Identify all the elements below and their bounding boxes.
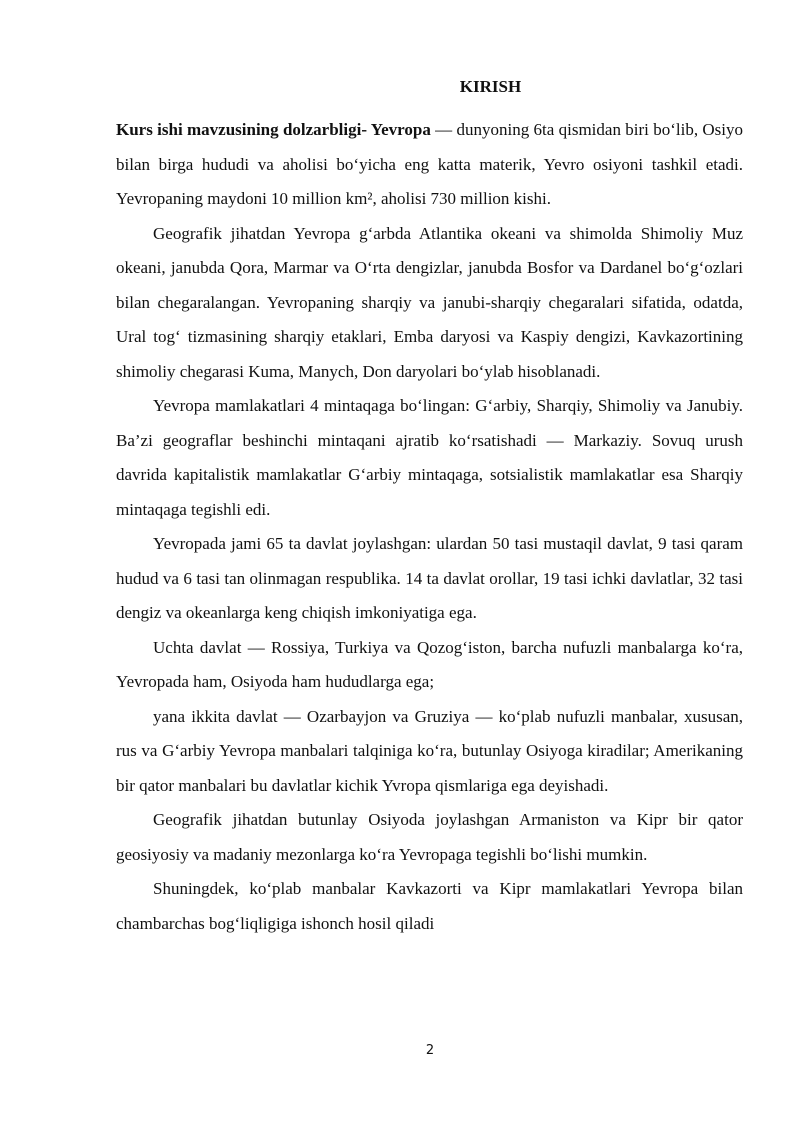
- document-page: [116, 73, 743, 941]
- paragraph-transcaucasia: Shuningdek, ko‘plab manbalar Kavkazorti va Kipr mamlakatlari Yevropa bilan chambarchas bog‘liqligiga ishonch hosil qiladi: [116, 879, 743, 933]
- paragraph-lead: Kurs ishi mavzusining dolzarbligi- Yevropa: [116, 120, 431, 139]
- paragraph-two-states: yana ikkita davlat — Ozarbayjon va Gruziya — ko‘plab nufuzli manbalar, xususan, rus va G‘arbiy Yevropa manbalari talqiniga ko‘ra, butunlay Osiyoga kiradilar; Amerikaning bir qator manbalari bu davlatlar kichik Yvropa qismlariga ega deyishadi.: [116, 706, 743, 795]
- paragraph-three-states: Uchta davlat — Rossiya, Turkiya va Qozog‘iston, barcha nufuzli manbalarga ko‘ra, Yevropada ham, Osiyoda ham hududlarga ega;: [116, 637, 743, 691]
- paragraph-geography: Geografik jihatdan Yevropa g‘arbda Atlantika okeani va shimolda Shimoliy Muz okeani, janubda Qora, Marmar va O‘rta dengizlar, janubda Bosfor va Dardanel bo‘g‘ozlari bilan chegaralangan. Yevropaning sharqiy va janubi-sharqiy chegaralari sifatida, odatda, Ural tog‘ tizmasining sharqiy etaklari, Emba daryosi va Kaspiy dengizi, Kavkazortining shimoliy chegarasi Kuma, Manych, Don daryolari bo‘ylab hisoblanadi.: [116, 223, 743, 381]
- paragraph-states: Yevropada jami 65 ta davlat joylashgan: ulardan 50 tasi mustaqil davlat, 9 tasi qaram hudud va 6 tasi tan olinmagan respublika. 14 ta davlat orollar, 19 tasi ichki davlatlar, 32 tasi dengiz va okeanlarga keng chiqish imkoniyatiga ega.: [116, 534, 743, 622]
- page-number: 2: [425, 1043, 435, 1058]
- paragraph-armenia-cyprus: Geografik jihatdan butunlay Osiyoda joylashgan Armaniston va Kipr bir qator geosiyosiy va madaniy mezonlarga ko‘ra Yevropaga tegishli bo‘lishi mumkin.: [116, 810, 743, 864]
- paragraph-text: — dunyoning 6ta qismidan biri bo‘lib, Osiyo bilan birga hududi va aholisi bo‘yicha eng katta materik, Yevro osiyoni tashkil etadi. Yevropaning maydoni 10 million km², aholisi 730 million kishi.: [116, 120, 744, 208]
- paragraph-intro: [116, 113, 743, 217]
- page-title: KIRISH: [459, 77, 522, 96]
- paragraph-regions: Yevropa mamlakatlari 4 mintaqaga bo‘lingan: G‘arbiy, Sharqiy, Shimoliy va Janubiy. Ba’zi geograflar beshinchi mintaqani ajratib ko‘rsatishadi — Markaziy. Sovuq urush davrida kapitalistik mamlakatlar G‘arbiy mintaqaga, sotsialistik mamlakatlar esa Sharqiy mintaqaga tegishli edi.: [116, 396, 743, 519]
